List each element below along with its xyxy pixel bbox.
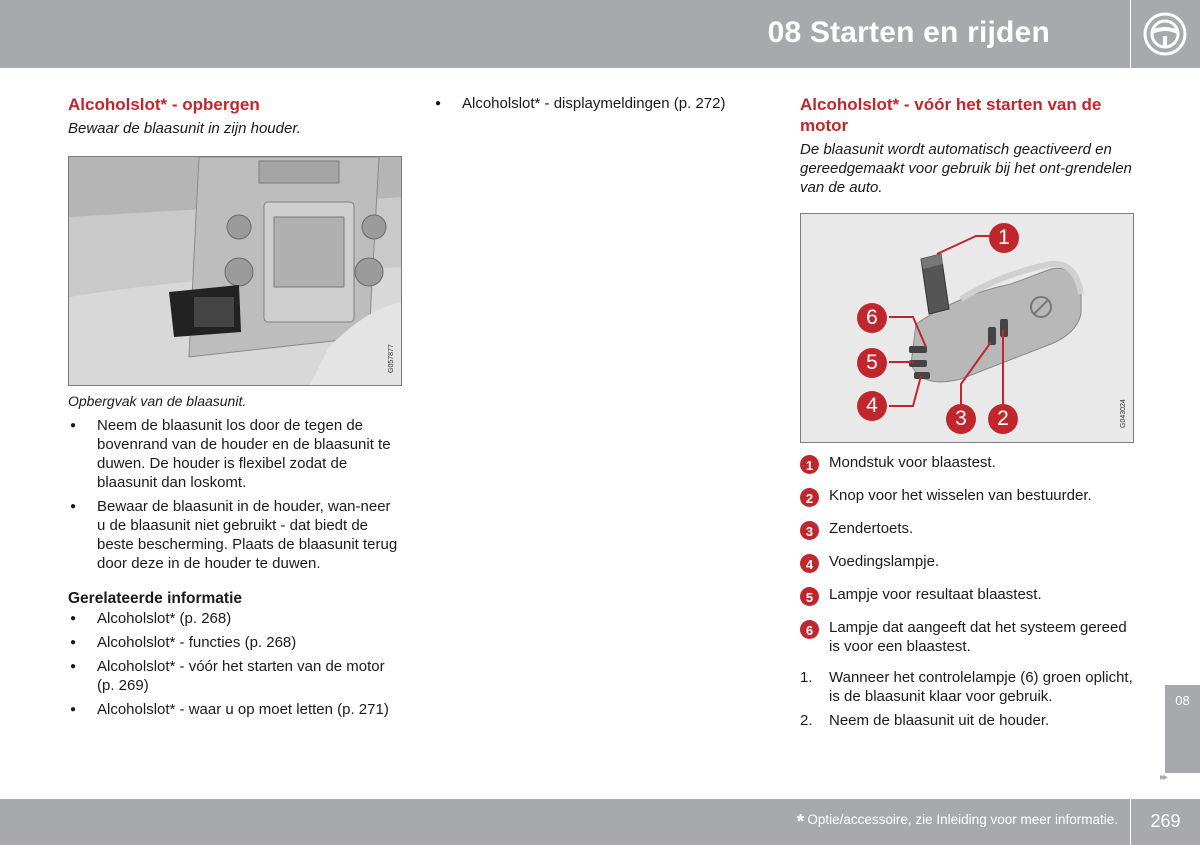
legend-number-badge: 4 <box>800 554 819 573</box>
list-item: ● Bewaar de blaasunit in de houder, wan-neer u de blaasunit niet gebruikt - dat biedt de beste bescherming. Plaats de blaasunit terug door deze in de houder te duwen. <box>68 497 403 573</box>
footnote-star: * <box>796 811 805 833</box>
related-link[interactable]: ● Alcoholslot* - vóór het starten van de motor (p. 269) <box>68 657 403 695</box>
footer-note <box>797 811 1118 834</box>
legend-number-badge: 6 <box>800 620 819 639</box>
car-console-illustration <box>69 157 402 386</box>
list-item: ● Neem de blaasunit los door de tegen de bovenrand van de houder en de blaasunit te duwen. De houder is flexibel zodat de blaasunit dan loskomt. <box>68 416 403 492</box>
legend-text: Mondstuk voor blaastest. <box>829 454 996 471</box>
right-column <box>800 94 1135 730</box>
legend-item <box>800 453 1135 472</box>
steering-wheel-icon <box>1143 12 1187 56</box>
related-links-continued <box>433 94 763 113</box>
section-heading-storage: Alcoholslot* - opbergen <box>68 95 260 114</box>
legend-text: Zendertoets. <box>829 520 914 537</box>
step-number: 2. <box>800 712 813 729</box>
legend-text: Lampje dat aangeeft dat het systeem gereed is voor een blaastest. <box>829 619 1127 655</box>
related-link[interactable]: ● Alcoholslot* - functies (p. 268) <box>68 633 403 652</box>
left-column <box>68 94 403 719</box>
continue-arrows-icon: ▸▸ <box>1160 772 1167 783</box>
steps-list <box>800 668 1135 730</box>
footnote-text: Optie/accessoire, zie Inleiding voor meer informatie. <box>807 812 1118 827</box>
figure-storage-compartment <box>68 156 402 386</box>
legend-text: Lampje voor resultaat blaastest. <box>829 586 1042 603</box>
step-text: Wanneer het controlelampje (6) groen oplicht, is de blaasunit klaar voor gebruik. <box>829 669 1133 705</box>
related-link[interactable]: ● Alcoholslot* (p. 268) <box>68 609 403 628</box>
section-lead-storage: Bewaar de blaasunit in zijn houder. <box>68 120 301 137</box>
related-link[interactable]: ● Alcoholslot* - displaymeldingen (p. 272) <box>433 94 763 113</box>
figure-code: G043024 <box>1120 399 1127 428</box>
middle-column <box>433 94 763 113</box>
callout-badge: 4 <box>857 391 887 421</box>
figure-caption: Opbergvak van de blaasunit. <box>68 393 247 409</box>
callout-badge: 6 <box>857 303 887 333</box>
section-lead-before-start: De blaasunit wordt automatisch geactiveerd en gereedgemaakt voor gebruik bij het ont-grendelen van de auto. <box>800 141 1132 196</box>
legend-text: Voedingslampje. <box>829 553 940 570</box>
legend-item <box>800 486 1135 505</box>
page-footer <box>0 799 1130 845</box>
callout-badge: 5 <box>857 348 887 378</box>
callout-badge: 1 <box>989 223 1019 253</box>
related-info-heading: Gerelateerde informatie <box>68 590 243 607</box>
callout-badge: 3 <box>946 404 976 434</box>
section-heading-before-start: Alcoholslot* - vóór het starten van de motor <box>800 95 1102 135</box>
step-number: 1. <box>800 669 813 686</box>
legend-item <box>800 585 1135 604</box>
legend-list <box>800 453 1135 656</box>
step-item <box>800 668 1135 706</box>
related-links-list <box>68 609 403 719</box>
legend-number-badge: 5 <box>800 587 819 606</box>
legend-number-badge: 3 <box>800 521 819 540</box>
legend-item <box>800 519 1135 538</box>
legend-item <box>800 618 1135 656</box>
legend-text: Knop voor het wisselen van bestuurder. <box>829 487 1092 504</box>
instruction-list <box>68 416 403 573</box>
figure-breath-unit <box>800 213 1134 443</box>
page-number: 269 <box>1131 799 1200 845</box>
chapter-icon-box <box>1131 0 1200 68</box>
chapter-title: 08 Starten en rijden <box>767 16 1050 49</box>
legend-number-badge: 2 <box>800 488 819 507</box>
legend-item <box>800 552 1135 571</box>
legend-number-badge: 1 <box>800 455 819 474</box>
related-link[interactable]: ● Alcoholslot* - waar u op moet letten (p. 271) <box>68 700 403 719</box>
step-item <box>800 711 1135 730</box>
callout-badge: 2 <box>988 404 1018 434</box>
step-text: Neem de blaasunit uit de houder. <box>829 712 1050 729</box>
chapter-side-tab[interactable]: 08 <box>1165 685 1200 773</box>
page-header <box>0 0 1130 68</box>
figure-code: G057877 <box>388 344 395 373</box>
